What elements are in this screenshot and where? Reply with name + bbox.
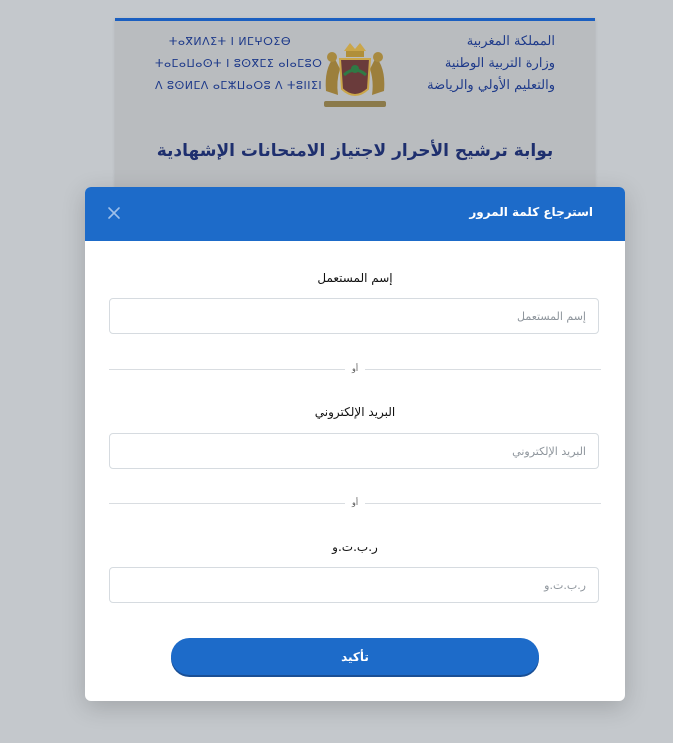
tifinagh-header bbox=[155, 31, 323, 97]
email-input[interactable] bbox=[109, 433, 599, 469]
tifinagh-line-1: ⵜⴰⴳⵍⴷⵉⵜ ⵏ ⵍⵎⵖⵔⵉⴱ bbox=[168, 35, 292, 48]
or-text-2: أو bbox=[351, 498, 359, 507]
portal-title: بوابة ترشيح الأحرار لاجتياز الامتحانات الإشهادية bbox=[156, 141, 554, 161]
confirm-button[interactable]: تأكيد bbox=[171, 638, 539, 675]
or-divider-1 bbox=[109, 363, 601, 375]
tifinagh-line-2: ⵜⴰⵎⴰⵡⴰⵙⵜ ⵏ ⵓⵙⴳⵎⵉ ⴰⵏⴰⵎⵓⵔ bbox=[155, 57, 323, 70]
cin-input[interactable] bbox=[109, 567, 599, 603]
arabic-line-3: والتعليم الأولي والرياضة bbox=[427, 78, 555, 93]
username-label: إسم المستعمل bbox=[317, 271, 393, 285]
username-input[interactable] bbox=[109, 298, 599, 334]
kingdom-emblem-logo bbox=[320, 29, 390, 109]
cin-label: ر.ب.ت.و bbox=[332, 540, 378, 554]
close-icon bbox=[105, 204, 123, 222]
password-recovery-modal bbox=[85, 187, 625, 701]
arabic-header bbox=[405, 31, 555, 97]
tifinagh-line-3: ⴷ ⵓⵙⵍⵎⴷ ⴰⵎⵣⵡⴰⵔⵓ ⴷ ⵜⵓⵏⵏⵉⵏ bbox=[155, 79, 323, 92]
modal-title: استرجاع كلمة المرور bbox=[469, 205, 593, 219]
or-text-1: أو bbox=[351, 364, 359, 373]
email-label: البريد الإلكتروني bbox=[314, 405, 396, 419]
arabic-line-2: وزارة التربية الوطنية bbox=[444, 56, 555, 71]
arabic-line-1: المملكة المغربية bbox=[466, 34, 555, 49]
modal-header bbox=[85, 187, 625, 241]
or-divider-2 bbox=[109, 497, 601, 509]
close-button[interactable] bbox=[105, 204, 123, 222]
